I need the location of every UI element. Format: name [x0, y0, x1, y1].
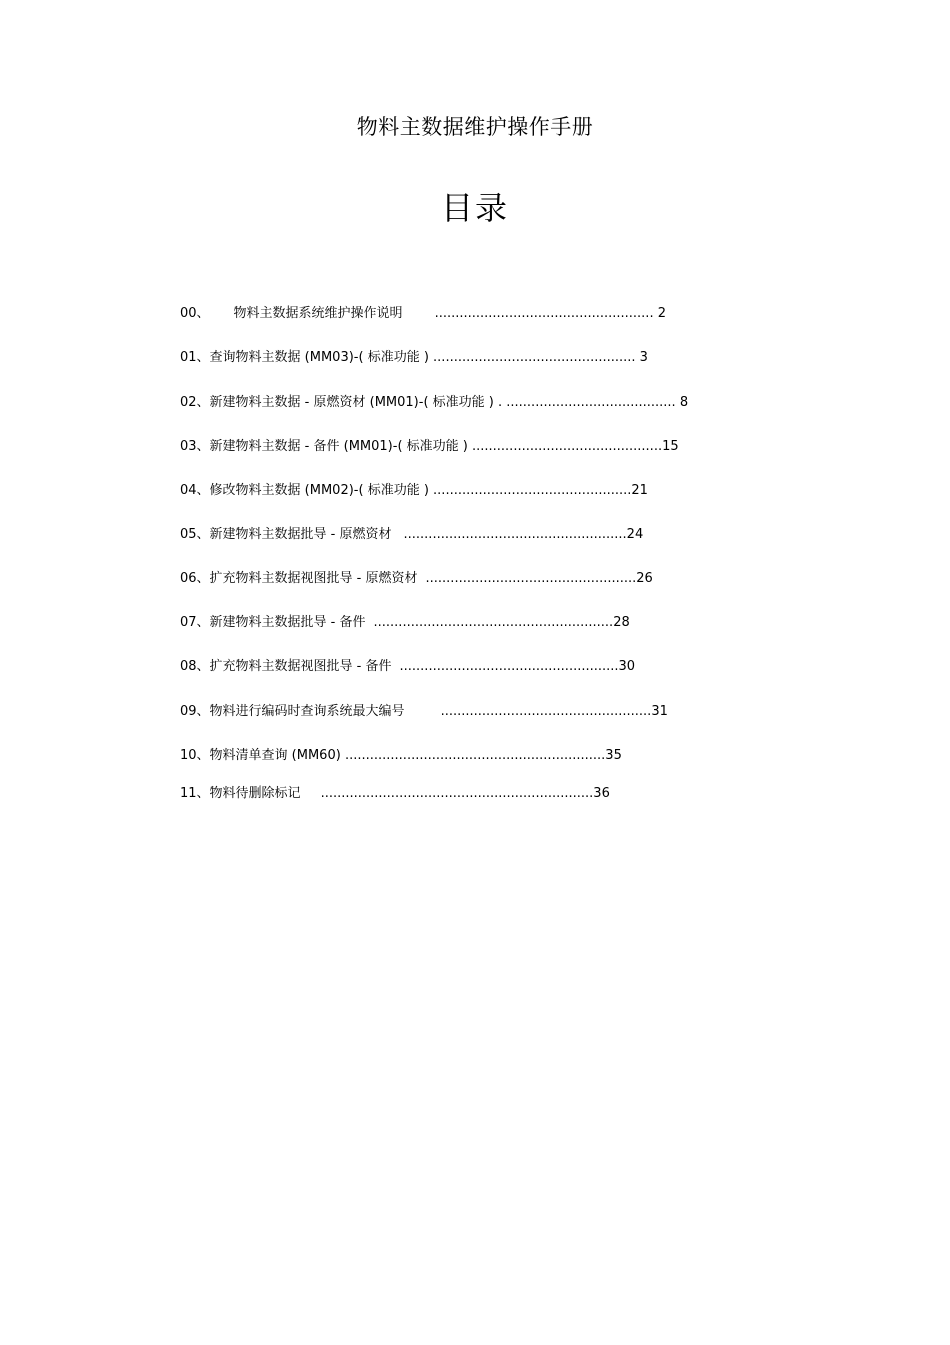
toc-entry-page: 15 [662, 439, 679, 454]
document-title: 物料主数据维护操作手册 [356, 115, 594, 139]
toc-entry-page: 30 [618, 659, 636, 674]
toc-entry-number: 04、 [180, 483, 210, 498]
toc-entry-page: 36 [593, 786, 610, 801]
toc-entry-number: 05、 [180, 527, 210, 542]
toc-entry-title: 物料主数据系统维护操作说明 [233, 306, 403, 321]
toc-entry-11 [180, 785, 610, 803]
toc-entry-09 [180, 703, 668, 721]
toc-entry-page: 3 [639, 350, 648, 365]
toc-entry-number: 00、 [180, 306, 210, 321]
toc-entry-title: 物料进行编码时查询系统最大编号 [209, 704, 405, 719]
toc-entry-leader: ................................................. [433, 350, 636, 365]
toc-entry-number: 07、 [180, 615, 210, 630]
toc-entry-08 [180, 658, 635, 676]
toc-entry-number: 08、 [180, 659, 210, 674]
toc-entry-02 [180, 394, 688, 412]
toc-entry-title: 查询物料主数据 (MM03)-( 标准功能 ) [209, 350, 429, 365]
toc-entry-number: 03、 [180, 439, 210, 454]
toc-entry-leader: ......................................... [506, 395, 676, 410]
toc-entry-leader: ..................................................... [399, 659, 619, 674]
toc-entry-title: 扩充物料主数据视图批导 - 原燃资材 [209, 571, 418, 586]
toc-entry-04 [180, 482, 648, 500]
toc-entry-leader: ............................................................... [344, 748, 606, 763]
toc-entry-07 [180, 614, 630, 632]
toc-entry-title: 扩充物料主数据视图批导 - 备件 [209, 659, 392, 674]
toc-entry-number: 01、 [180, 350, 210, 365]
toc-entry-page: 26 [636, 571, 653, 586]
toc-entry-leader: ...................................................... [403, 527, 627, 542]
toc-entry-leader: .......................................................... [373, 615, 614, 630]
toc-entry-05 [180, 526, 643, 544]
toc-entry-01 [180, 349, 648, 367]
toc-entry-03 [180, 438, 679, 456]
toc-entry-number: 10、 [180, 748, 210, 763]
toc-entry-leader: ................................................... [440, 704, 652, 719]
toc-entry-title: 新建物料主数据 - 备件 (MM01)-( 标准功能 ) . [209, 439, 477, 454]
toc-entry-page: 8 [679, 395, 689, 410]
toc-entry-page: 2 [657, 306, 666, 321]
toc-entry-title: 新建物料主数据批导 - 原燃资材 [209, 527, 392, 542]
toc-entry-leader: ............................................. [476, 439, 663, 454]
toc-entry-title: 修改物料主数据 (MM02)-( 标准功能 ) [209, 483, 429, 498]
toc-entry-title: 新建物料主数据批导 - 备件 [209, 615, 366, 630]
toc-entry-title: 物料待删除标记 [209, 786, 301, 801]
toc-entry-number: 11、 [180, 786, 210, 801]
toc-entry-10 [180, 747, 622, 765]
toc-entry-number: 02、 [180, 395, 210, 410]
toc-entry-leader: ................................................ [433, 483, 632, 498]
toc-entry-page: 31 [651, 704, 668, 719]
toc-entry-title: 新建物料主数据 - 原燃资材 (MM01)-( 标准功能 ) . [209, 395, 503, 410]
toc-entry-leader: ..................................................... [434, 306, 654, 321]
toc-entry-number: 09、 [180, 704, 210, 719]
toc-entry-page: 35 [605, 748, 622, 763]
toc-entry-06 [180, 570, 653, 588]
toc-entry-leader: ................................................... [425, 571, 637, 586]
toc-entry-page: 21 [631, 483, 648, 498]
toc-entry-title: 物料清单查询 (MM60) [209, 748, 341, 763]
toc-entry-00 [180, 305, 666, 323]
toc-entry-page: 24 [626, 527, 644, 542]
toc-heading: 目录 [440, 189, 509, 227]
toc-entry-page: 28 [613, 615, 630, 630]
toc-entry-leader: .................................................................. [320, 786, 594, 801]
toc-entry-number: 06、 [180, 571, 210, 586]
